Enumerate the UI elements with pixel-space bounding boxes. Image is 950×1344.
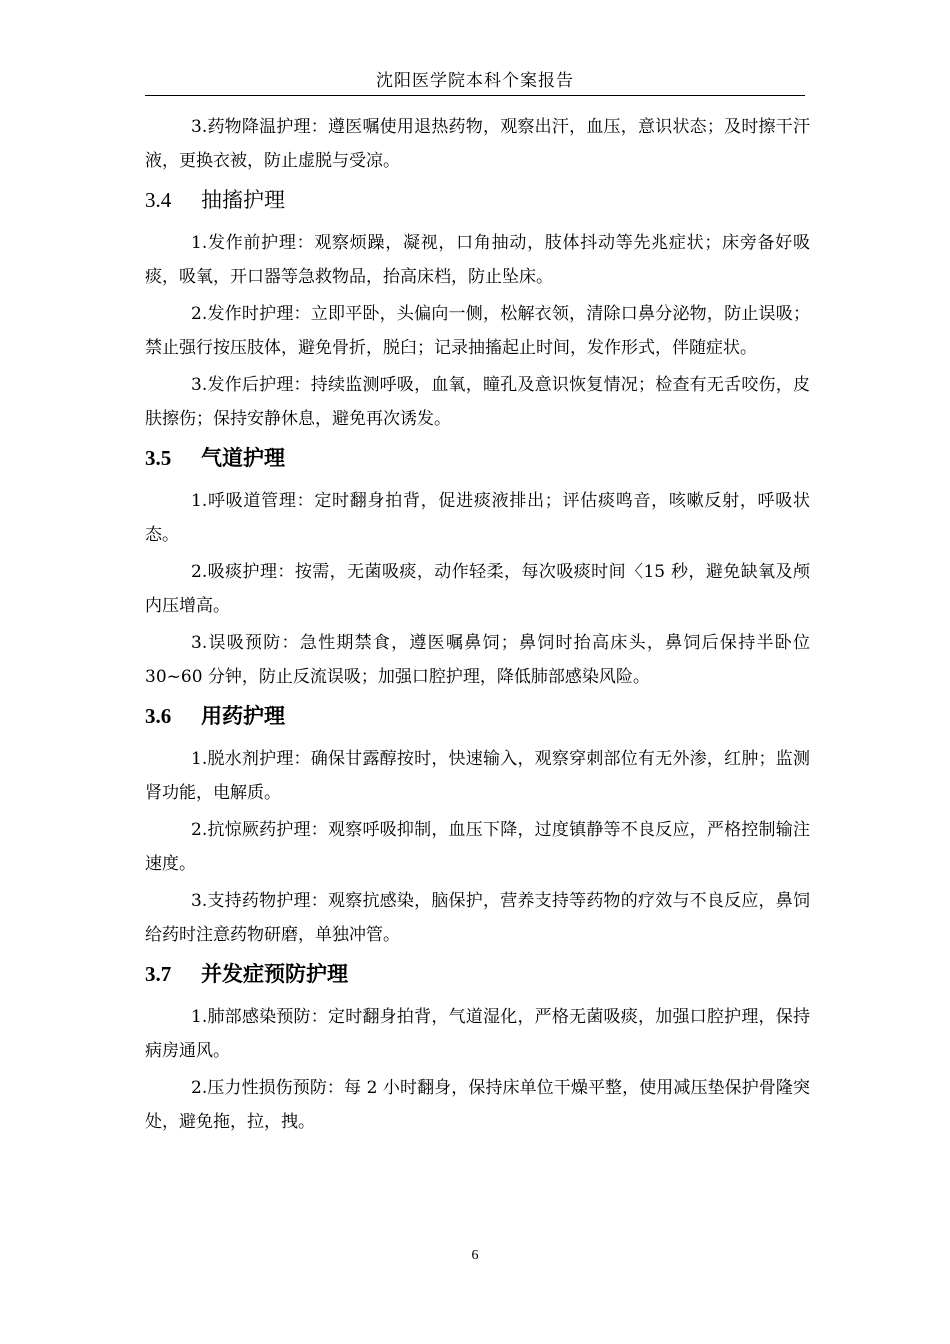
paragraph: 2.抗惊厥药护理：观察呼吸抑制，血压下降，过度镇静等不良反应，严格控制输注速度。 (145, 820, 810, 874)
section-title: 用药护理 (201, 703, 285, 728)
page-number: 6 (471, 1248, 479, 1263)
paragraph: 1.脱水剂护理：确保甘露醇按时，快速输入，观察穿刺部位有无外渗，红肿；监测肾功能，电解质。 (145, 749, 810, 803)
paragraph: 1.发作前护理：观察烦躁，凝视，口角抽动，肢体抖动等先兆症状；床旁备好吸痰，吸氧，开口器等急救物品，抬高床档，防止坠床。 (145, 233, 810, 287)
section-number: 3.5 (145, 446, 172, 470)
section-heading-3-7 (145, 956, 810, 992)
paragraph: 3.发作后护理：持续监测呼吸，血氧，瞳孔及意识恢复情况；检查有无舌咬伤，皮肤擦伤；保持安静休息，避免再次诱发。 (145, 375, 810, 429)
document-body (145, 110, 810, 1142)
paragraph: 2.发作时护理：立即平卧，头偏向一侧，松解衣领，清除口鼻分泌物，防止误吸；禁止强行按压肢体，避免骨折，脱臼；记录抽搐起止时间，发作形式，伴随症状。 (145, 304, 810, 358)
section-number: 3.7 (145, 962, 172, 986)
paragraph: 3.支持药物护理：观察抗感染，脑保护，营养支持等药物的疗效与不良反应，鼻饲给药时注意药物研磨，单独冲管。 (145, 891, 810, 945)
section-title: 气道护理 (201, 445, 285, 470)
section-number: 3.6 (145, 704, 172, 728)
section-title: 抽搐护理 (201, 188, 285, 212)
paragraph: 2.压力性损伤预防：每 2 小时翻身，保持床单位干燥平整，使用减压垫保护骨隆突处，避免拖，拉，拽。 (145, 1078, 810, 1132)
section-heading-3-6 (145, 698, 810, 734)
section-heading-3-4 (145, 182, 810, 218)
section-heading-3-5 (145, 440, 810, 476)
paragraph-drug-cooling: 3.药物降温护理：遵医嘱使用退热药物，观察出汗，血压，意识状态；及时擦干汗液，更换衣被，防止虚脱与受凉。 (145, 117, 810, 171)
section-number: 3.4 (145, 188, 172, 212)
paragraph: 1.呼吸道管理：定时翻身拍背，促进痰液排出；评估痰鸣音，咳嗽反射，呼吸状态。 (145, 491, 810, 545)
paragraph: 2.吸痰护理：按需，无菌吸痰，动作轻柔，每次吸痰时间〈15 秒，避免缺氧及颅内压增高。 (145, 562, 810, 616)
paragraph: 1.肺部感染预防：定时翻身拍背，气道湿化，严格无菌吸痰，加强口腔护理，保持病房通风。 (145, 1007, 810, 1061)
paragraph: 3.误吸预防：急性期禁食，遵医嘱鼻饲；鼻饲时抬高床头，鼻饲后保持半卧位 30~60 分钟，防止反流误吸；加强口腔护理，降低肺部感染风险。 (145, 633, 810, 687)
page-header: 沈阳医学院本科个案报告 (145, 66, 805, 96)
section-title: 并发症预防护理 (201, 961, 348, 986)
